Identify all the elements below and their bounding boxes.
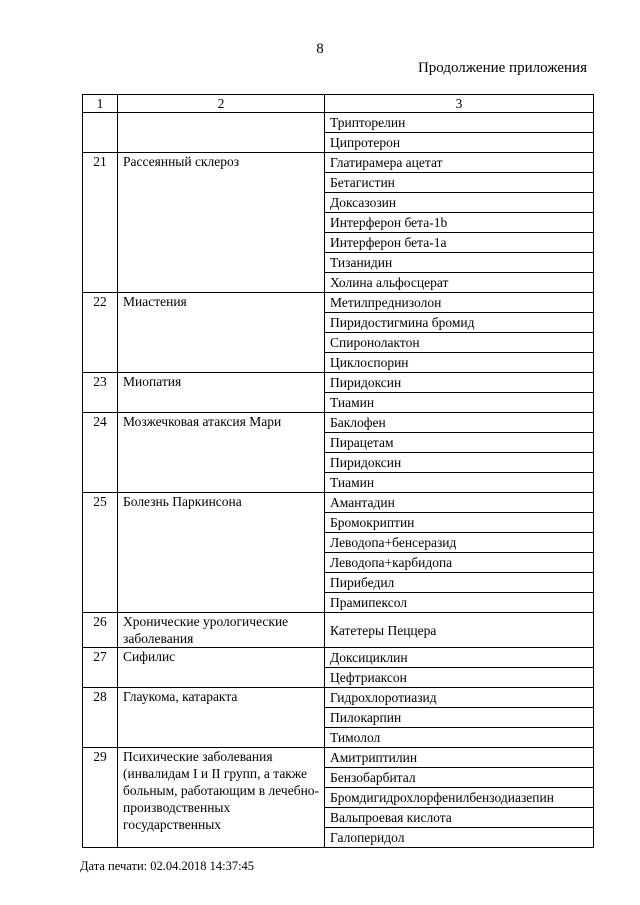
table-row <box>83 113 594 133</box>
drug-name: Пирибедил <box>325 573 594 593</box>
drug-name: Бензобарбитал <box>325 768 594 788</box>
table-row <box>83 413 594 433</box>
table-row <box>83 748 594 768</box>
drug-name: Циклоспорин <box>325 353 594 373</box>
page-number: 8 <box>316 41 324 57</box>
document-subtitle: Продолжение приложения <box>417 60 587 76</box>
drug-name: Леводопа+карбидопа <box>325 553 594 573</box>
disease-name: Сифилис <box>118 648 325 688</box>
row-number: 26 <box>83 613 118 648</box>
row-number: 29 <box>83 748 118 848</box>
row-number <box>83 113 118 153</box>
drug-name: Пиридоксин <box>325 453 594 473</box>
drug-name: Пиридостигмина бромид <box>325 313 594 333</box>
disease-name: Психические заболевания (инвалидам I и II групп, а также больным, работающим в лечебно-производственных государственных <box>118 748 325 848</box>
drug-name: Амантадин <box>325 493 594 513</box>
header-col-3: 3 <box>325 95 594 113</box>
drug-name: Прамипексол <box>325 593 594 613</box>
drug-name: Метилпреднизолон <box>325 293 594 313</box>
row-number: 22 <box>83 293 118 373</box>
drug-name: Леводопа+бенсеразид <box>325 533 594 553</box>
drug-name: Ципротерон <box>325 133 594 153</box>
drug-name: Глатирамера ацетат <box>325 153 594 173</box>
header-col-2: 2 <box>118 95 325 113</box>
drug-name: Холина альфосцерат <box>325 273 594 293</box>
disease-name <box>118 113 325 153</box>
drug-name: Доксициклин <box>325 648 594 668</box>
drug-name: Тимолол <box>325 728 594 748</box>
disease-name: Глаукома, катаракта <box>118 688 325 748</box>
table-row <box>83 373 594 393</box>
row-number: 23 <box>83 373 118 413</box>
table-row <box>83 493 594 513</box>
row-number: 28 <box>83 688 118 748</box>
disease-name: Мозжечковая атаксия Мари <box>118 413 325 493</box>
table-row <box>83 293 594 313</box>
disease-name: Болезнь Паркинсона <box>118 493 325 613</box>
drug-name: Интерферон бета-1b <box>325 213 594 233</box>
drug-name: Интерферон бета-1a <box>325 233 594 253</box>
drug-name: Бетагистин <box>325 173 594 193</box>
drug-name: Катетеры Пеццера <box>325 613 594 648</box>
drug-name: Амитриптилин <box>325 748 594 768</box>
table-row <box>83 153 594 173</box>
row-number: 21 <box>83 153 118 293</box>
drug-name: Доксазозин <box>325 193 594 213</box>
drug-name: Гидрохлоротиазид <box>325 688 594 708</box>
drug-name: Бромдигидрохлорфенилбензодиазепин <box>325 788 594 808</box>
disease-name: Миопатия <box>118 373 325 413</box>
drug-name: Вальпроевая кислота <box>325 808 594 828</box>
drug-name: Тиамин <box>325 393 594 413</box>
disease-name: Хронические урологические заболевания <box>118 613 325 648</box>
drug-name: Бромокриптин <box>325 513 594 533</box>
table-row <box>83 613 594 648</box>
row-number: 27 <box>83 648 118 688</box>
drug-name: Галоперидол <box>325 828 594 848</box>
row-number: 25 <box>83 493 118 613</box>
drug-name: Баклофен <box>325 413 594 433</box>
disease-name: Рассеянный склероз <box>118 153 325 293</box>
drug-name: Тиамин <box>325 473 594 493</box>
row-number: 24 <box>83 413 118 493</box>
drug-name: Спиронолактон <box>325 333 594 353</box>
drug-name: Пирацетам <box>325 433 594 453</box>
drug-name: Тизанидин <box>325 253 594 273</box>
drug-name: Пиридоксин <box>325 373 594 393</box>
table-row <box>83 688 594 708</box>
disease-name: Миастения <box>118 293 325 373</box>
drug-name: Пилокарпин <box>325 708 594 728</box>
header-col-1: 1 <box>83 95 118 113</box>
table-row <box>83 648 594 668</box>
drug-name: Трипторелин <box>325 113 594 133</box>
table-header-row <box>83 95 594 113</box>
drug-table <box>82 94 594 848</box>
print-date: Дата печати: 02.04.2018 14:37:45 <box>80 859 255 873</box>
drug-name: Цефтриаксон <box>325 668 594 688</box>
